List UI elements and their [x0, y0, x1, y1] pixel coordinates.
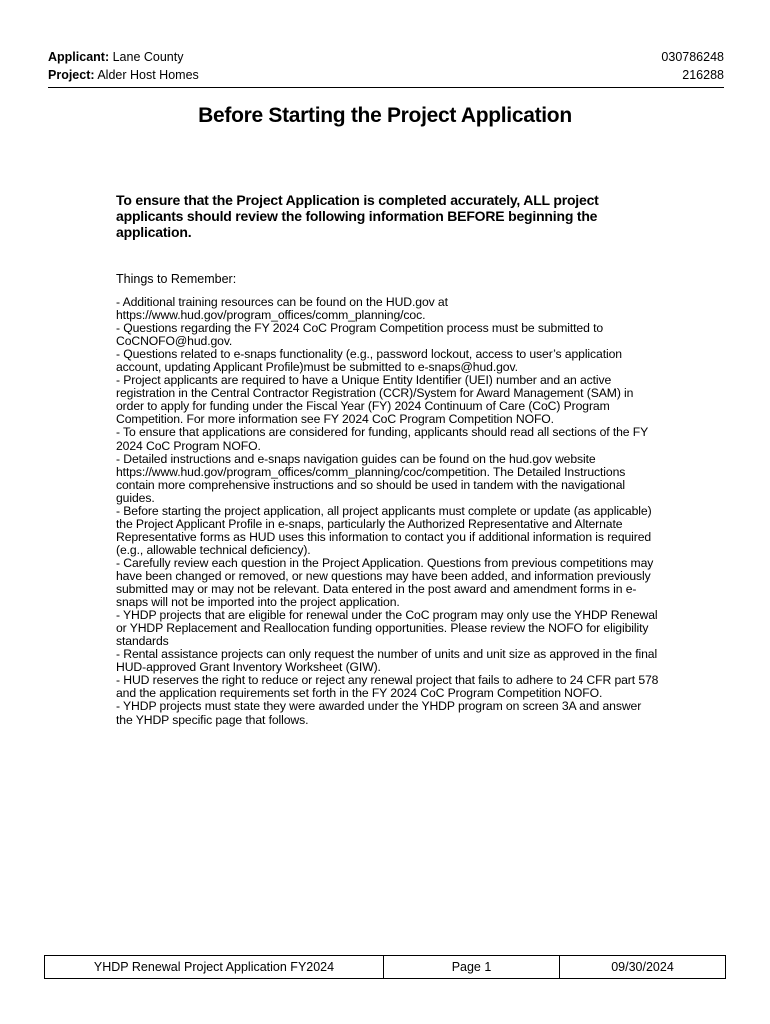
applicant-value: Lane County [112, 50, 184, 64]
page-title: Before Starting the Project Application [198, 104, 572, 127]
project-value: Alder Host Homes [97, 68, 199, 82]
project-row [48, 66, 724, 84]
page-header [48, 48, 724, 88]
applicant-row [48, 48, 724, 66]
list-item: - Project applicants are required to have a Unique Entity Identifier (UEI) number and an active registration in the Central Contractor Registration (CCR)/System for Award Management (SAM) in order to apply for funding under the Fiscal Year (FY) 2024 Continuum of Care (CoC) Program Competition. For more information see FY 2024 CoC Program Competition NOFO. [116, 373, 634, 427]
list-item: - YHDP projects must state they were awarded under the YHDP program on screen 3A and answer the YHDP specific page that follows. [116, 699, 642, 727]
page-footer [44, 955, 726, 979]
list-item: - Carefully review each question in the Project Application. Questions from previous competitions may have been changed or removed, or new questions may have been added, and information previously submitted may or may not be relevant. Data entered in the post award and amendment forms in e-snaps will not be imported into the project application. [116, 555, 654, 610]
things-to-remember-label: Things to Remember: [116, 272, 237, 286]
list-item: - HUD reserves the right to reduce or reject any renewal project that fails to adhere to 24 CFR part 578 and the application requirements set forth in the FY 2024 CoC Program Competition NOFO. [116, 673, 659, 701]
list-item: - Questions related to e-snaps functionality (e.g., password lockout, access to user’s application account, updating Applicant Profile)must be submitted to e-snaps@hud.gov. [116, 347, 622, 375]
project-label: Project: [48, 68, 95, 82]
list-item: - Before starting the project application, all project applicants must complete or update (as applicable) the Project Applicant Profile in e-snaps, particularly the Authorized Representative and Alternate Representative forms as HUD uses this information to contact you if additional information is required (e.g., allowable technical deficiency). [116, 503, 652, 557]
list-item: - Additional training resources can be found on the HUD.gov at https://www.hud.gov/program_offices/comm_planning/coc. [116, 295, 448, 323]
applicant-info [48, 48, 183, 66]
applicant-label: Applicant: [48, 50, 110, 64]
footer-form-name: YHDP Renewal Project Application FY2024 [45, 956, 384, 978]
project-id: 216288 [682, 68, 724, 82]
project-info [48, 66, 199, 84]
list-item: - YHDP projects that are eligible for renewal under the CoC program may only use the YHDP Renewal or YHDP Replacement and Reallocation funding opportunities. Please review the NOFO for eligibility standards [116, 608, 658, 649]
footer-date: 09/30/2024 [611, 960, 674, 974]
list-item: - Questions regarding the FY 2024 CoC Program Competition process must be submitted to CoCNOFO@hud.gov. [116, 321, 604, 349]
list-item: - Detailed instructions and e-snaps navigation guides can be found on the hud.gov website https://www.hud.gov/program_offices/comm_planning/coc/competition. The Detailed Instructions contain more comprehensive instructions and so should be used in tandem with the navigational guides. [116, 451, 626, 505]
applicant-id: 030786248 [661, 50, 724, 64]
list-item: - Rental assistance projects can only request the number of units and unit size as approved in the final HUD-approved Grant Inventory Worksheet (GIW). [116, 647, 658, 675]
list-item: - To ensure that applications are considered for funding, applicants should read all sections of the FY 2024 CoC Program NOFO. [116, 425, 648, 453]
intro-text: To ensure that the Project Application is completed accurately, ALL project applicants should review the following information BEFORE beginning the application. [116, 192, 599, 240]
footer-page-number: Page 1 [384, 956, 560, 978]
remember-list [116, 296, 661, 727]
